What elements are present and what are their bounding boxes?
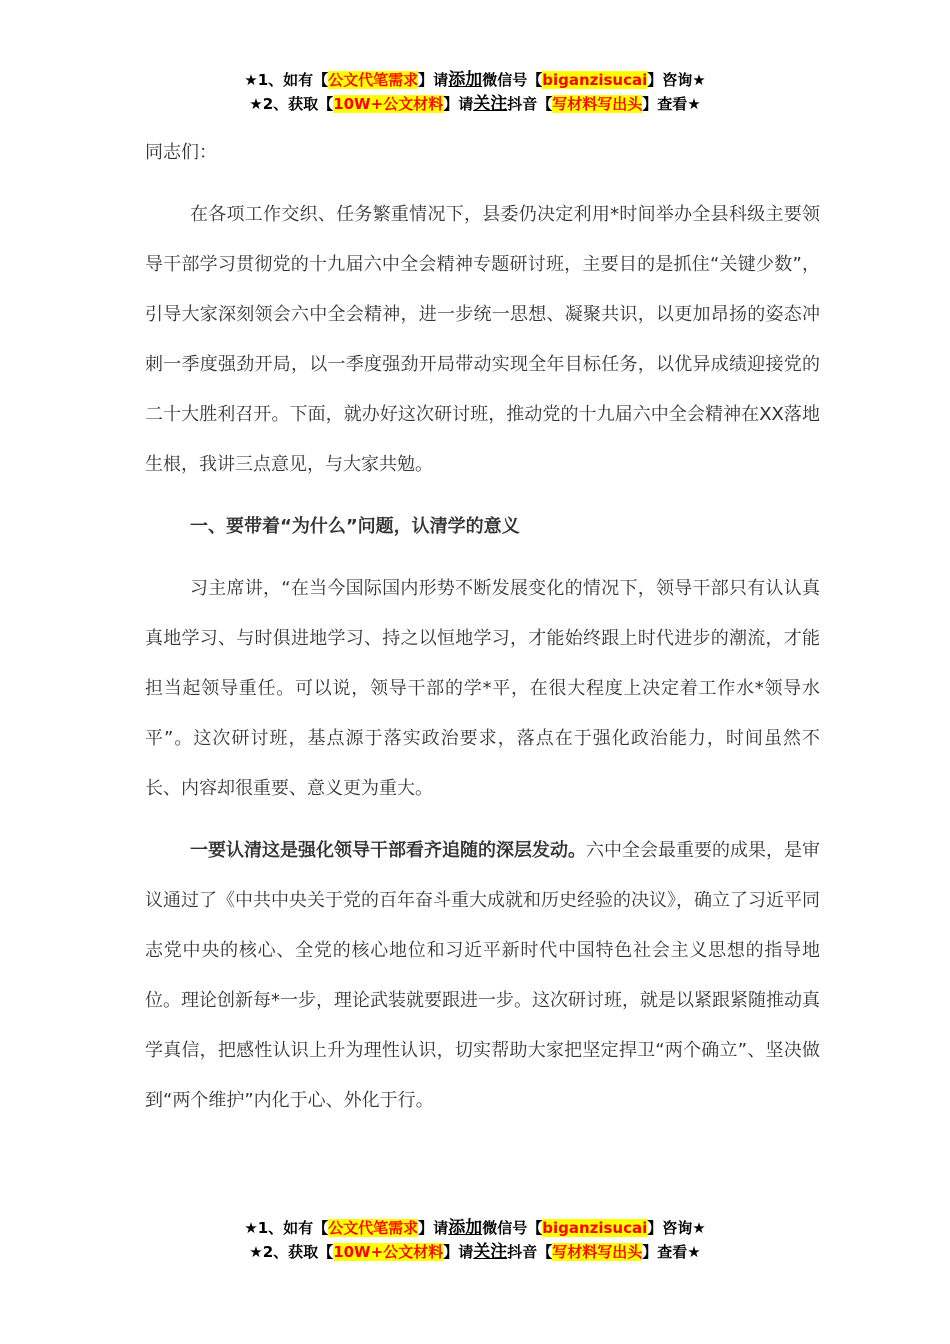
banner-text: 】请 — [443, 95, 474, 113]
intro-paragraph: 在各项工作交织、任务繁重情况下，县委仍决定利用*时间举办全县科级主要领导干部学习贯彻党的十九届六中全会精神专题研讨班，主要目的是抓住“关键少数”，引导大家深刻领会六中全会精神，进一步统一思想、凝聚共识，以更加昂扬的姿态冲刺一季度强劲开局，以一季度强劲开局带动实现全年目标任务，以优异成绩迎接党的二十大胜利召开。下面，就办好这次研讨班，推动党的十九届六中全会精神在XX落地生根，我讲三点意见，与大家共勉。 — [145, 204, 820, 475]
banner-highlight: 10W+公文材料 — [333, 1243, 444, 1261]
banner-highlight: biganzisucai — [542, 71, 648, 89]
banner-text: ★1、如有【 — [244, 71, 329, 89]
banner-text: ★1、如有【 — [244, 1219, 329, 1237]
banner-emphasis: 添加 — [448, 1218, 483, 1238]
banner-highlight: biganzisucai — [542, 1219, 648, 1237]
point-1-text: 六中全会最重要的成果，是审议通过了《中共中央关于党的百年奋斗重大成就和历史经验的决议》，确立了习近平同志党中央的核心、全党的核心地位和习近平新时代中国特色社会主义思想的指导地位。理论创新每*一步，理论武装就要跟进一步。这次研讨班，就是以紧跟紧随推动真学真信，把感性认识上升为理性认识，切实帮助大家把坚定捍卫“两个确立”、坚决做到“两个维护”内化于心、外化于行。 — [145, 840, 820, 1111]
banner-text: 】查看★ — [642, 1243, 701, 1261]
banner-highlight: 写材料写出头 — [552, 1243, 643, 1261]
banner-emphasis: 添加 — [448, 70, 483, 90]
banner-highlight: 公文代笔需求 — [328, 71, 419, 89]
banner-line-1 — [0, 68, 950, 92]
document-body — [145, 128, 820, 1138]
banner-text: 抖音【 — [507, 1243, 553, 1261]
section-1-paragraph: 习主席讲，“在当今国际国内形势不断发展变化的情况下，领导干部只有认认真真地学习、与时俱进地学习、持之以恒地学习，才能始终跟上时代进步的潮流，才能担当起领导重任。可以说，领导干部的学*平，在很大程度上决定着工作水*领导水平”。这次研讨班，基点源于落实政治要求，落点在于强化政治能力，时间虽然不长、内容却很重要、意义更为重大。 — [145, 578, 820, 799]
banner-line-2 — [0, 1240, 950, 1264]
banner-emphasis: 关注 — [473, 94, 508, 114]
banner-highlight: 写材料写出头 — [552, 95, 643, 113]
banner-highlight: 10W+公文材料 — [333, 95, 444, 113]
point-1-paragraph — [145, 826, 820, 1126]
banner-emphasis: 关注 — [473, 1242, 508, 1262]
top-banner — [0, 68, 950, 116]
banner-text: 抖音【 — [507, 95, 553, 113]
banner-text: 微信号【 — [482, 71, 543, 89]
banner-text: 】咨询★ — [647, 1219, 706, 1237]
banner-text: 】请 — [418, 1219, 449, 1237]
banner-line-2 — [0, 92, 950, 116]
banner-text: 微信号【 — [482, 1219, 543, 1237]
banner-text: ★2、获取【 — [249, 95, 334, 113]
banner-text: 】请 — [418, 71, 449, 89]
banner-line-1 — [0, 1216, 950, 1240]
banner-text: 】咨询★ — [647, 71, 706, 89]
point-1-lead: 一要认清这是强化领导干部看齐追随的深层发动。 — [190, 840, 586, 861]
banner-text: 】查看★ — [642, 95, 701, 113]
salutation: 同志们： — [145, 142, 217, 163]
banner-highlight: 公文代笔需求 — [328, 1219, 419, 1237]
banner-text: 】请 — [443, 1243, 474, 1261]
banner-text: ★2、获取【 — [249, 1243, 334, 1261]
section-1-heading: 一、要带着“为什么”问题，认清学的意义 — [190, 516, 520, 537]
bottom-banner — [0, 1216, 950, 1264]
